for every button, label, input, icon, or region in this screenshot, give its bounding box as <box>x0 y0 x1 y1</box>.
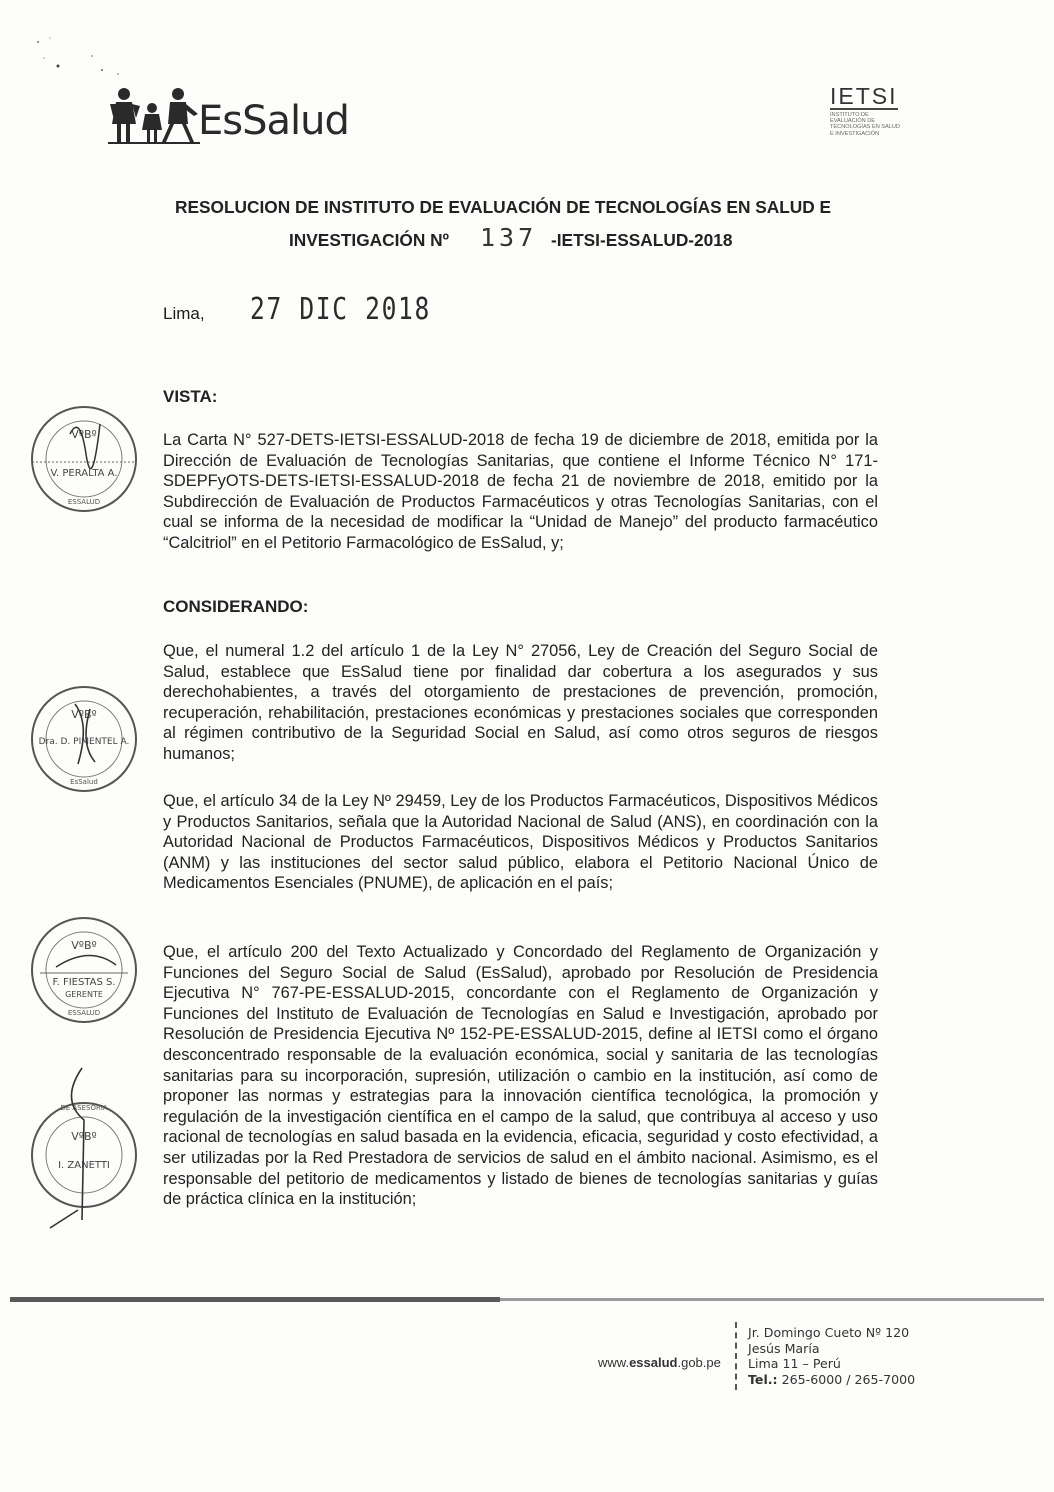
stamp3-role: GERENTE <box>65 990 103 999</box>
approval-stamp-1 <box>20 404 148 514</box>
resolution-number-handwritten: 137 <box>480 223 538 252</box>
stamp3-vb: VºBº <box>71 939 97 952</box>
address-line-1: Jr. Domingo Cueto Nº 120 <box>748 1325 910 1340</box>
address-line-3: Lima 11 – Perú <box>748 1356 841 1371</box>
footer-rule <box>10 1295 1044 1304</box>
footer-website <box>598 1355 721 1370</box>
resolution-title-line2-suffix: -IETSI-ESSALUD-2018 <box>551 230 733 250</box>
ietsi-subtitle: INSTITUTO DE EVALUACIÓN DE TECNOLOGÍAS EN SALUD E INVESTIGACIÓN <box>830 112 900 137</box>
essalud-logo-text: EsSalud <box>198 98 349 144</box>
vista-paragraph: La Carta N° 527-DETS-IETSI-ESSALUD-2018 de fecha 19 de diciembre de 2018, emitida por la Dirección de Evaluación de Tecnologías Sanitarias, que contiene el Informe Técnico N° 171-SDEPFyOTS-DETS-IETSI-ESSALUD-2018 de fecha 21 de noviembre de 2018, emitido por la Subdirección de Evaluación de Productos Farmacéuticos y otras Tecnologías Sanitarias, con el cual se informa de la necesidad de modificar la “Unidad de Manejo” del producto farmacéutico “Calcitriol” en el Petitorio Farmacológico de EsSalud, y; <box>163 431 878 552</box>
approval-stamp-2 <box>20 684 148 794</box>
stamp2-ring: EsSalud <box>70 778 98 786</box>
approval-stamp-3 <box>20 915 148 1025</box>
stamp2-name: Dra. D. PIMENTEL A. <box>38 737 130 747</box>
stamp2-vb: VºBº <box>71 708 97 721</box>
footer-divider <box>735 1322 739 1390</box>
stamp1-vb: VºBº <box>71 428 97 441</box>
date-stamp: 27 DIC 2018 <box>250 292 431 327</box>
stamp3-ring: ESSALUD <box>67 1009 101 1017</box>
stamp1-name: V. PERALTA A. <box>50 468 118 479</box>
phone-numbers: 265-6000 / 265-7000 <box>777 1371 916 1387</box>
resolution-title-line2-prefix: INVESTIGACIÓN Nº <box>289 230 449 250</box>
footer-url-suffix: .gob.pe <box>677 1355 721 1370</box>
stamp4-name: I. ZANETTI <box>58 1160 110 1171</box>
considerando-paragraph-1: Que, el numeral 1.2 del artículo 1 de la Ley N° 27056, Ley de Creación del Seguro Social de Salud, establece que EsSalud tiene por finalidad dar cobertura a los asegurados y sus derechohabientes, a través del otorgamiento de prestaciones de prevención, promoción, recuperación, rehabilitación, prestaciones económicas y prestaciones sociales que corresponden al régimen contributivo de la Seguridad Social en Salud, así como otros seguros de riesgos humanos; <box>163 642 878 763</box>
date-place: Lima, <box>163 304 205 323</box>
footer-url-prefix: www. <box>598 1355 630 1370</box>
address-line-2: Jesús María <box>748 1340 820 1356</box>
approval-stamp-4 <box>20 1060 148 1230</box>
considerando-paragraph-2: Que, el artículo 34 de la Ley Nº 29459, Ley de los Productos Farmacéuticos, Dispositivos Médicos y Productos Sanitarios, señala que la Autoridad Nacional de Salud (ANS), en coordinación con la Autoridad Nacional de Productos Farmacéuticos, Dispositivos Médicos y Productos Sanitarios (ANM) y las instituciones del sector salud público, elabora el Petitorio Nacional Único de Medicamentos Esenciales (PNUME), de aplicación en el país; <box>163 792 878 893</box>
footer-address <box>748 1325 915 1387</box>
scan-specks <box>30 36 130 81</box>
considerando-heading: CONSIDERANDO: <box>163 597 309 616</box>
ietsi-title: IETSI <box>830 83 898 109</box>
vista-heading: VISTA: <box>163 387 218 406</box>
essalud-logo-figures-icon <box>108 84 200 146</box>
stamp1-ring: ESSALUD <box>67 498 101 506</box>
considerando-paragraph-3: Que, el artículo 200 del Texto Actualizado y Concordado del Reglamento de Organización y Funciones del Seguro Social de Salud (EsSalud), aprobado por Resolución de Presidencia Ejecutiva N° 767-PE-ESSALUD-2015, concordante con el Reglamento de Organización y Funciones del Instituto de Evaluación de Tecnologías en Salud e Investigación, aprobado por Resolución de Presidencia Ejecutiva Nº 152-PE-ESSALUD-2015, define al IETSI como el órgano desconcentrado responsable de la evaluación económica, social y sanitaria de las tecnologías sanitarias para su incorporación, supresión, utilización o cambio en la institución, así como de proponer las normas y estrategias para la innovación científica tecnológica, la promoción y regulación de la investigación científica en el campo de la salud, que contribuya al acceso y uso racional de tecnologías en salud basada en la evidencia, eficacia, seguridad y costo efectividad, a ser utilizadas por la Red Prestadora de servicios de salud en el ámbito nacional. Asimismo, es el responsable del petitorio de medicamentos y listado de bienes de tecnologías sanitarias y guías de práctica clínica en la institución; <box>163 943 878 1209</box>
stamp4-vb: VºBº <box>71 1130 97 1143</box>
footer-url-domain: essalud <box>629 1355 678 1370</box>
phone-label: Tel.: <box>748 1371 778 1387</box>
stamp3-name: F. FIESTAS S. <box>52 977 116 988</box>
stamp4-ring: DE ASESORÍA <box>60 1104 108 1112</box>
resolution-title-line1: RESOLUCION DE INSTITUTO DE EVALUACIÓN DE TECNOLOGÍAS EN SALUD E <box>175 197 832 217</box>
ietsi-logo <box>830 84 910 156</box>
address-phone <box>748 1372 915 1388</box>
